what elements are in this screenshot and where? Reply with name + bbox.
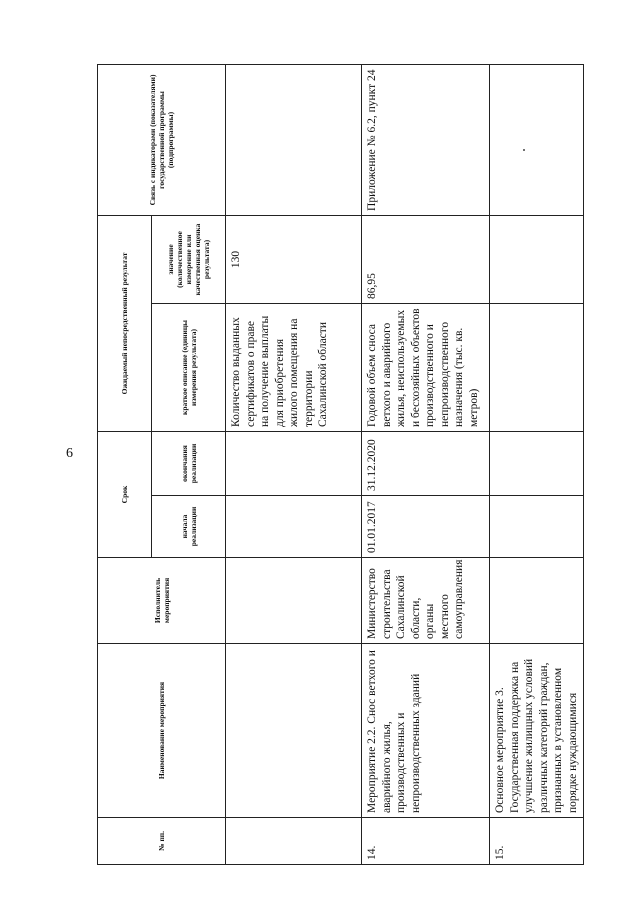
header-term-start: начала реализации: [152, 496, 226, 558]
cell-value: 130: [226, 215, 362, 303]
header-term: Срок: [98, 431, 152, 557]
header-name: Наименование мероприятия: [98, 644, 226, 818]
header-executor: Исполнитель мероприятия: [98, 558, 226, 644]
rotated-table-container: [97, 65, 579, 865]
cell-end: 31.12.2020: [362, 431, 490, 495]
cell-end: [490, 431, 584, 495]
cell-num: 14.: [362, 818, 490, 865]
table-row: [490, 64, 584, 864]
cell-value: [490, 215, 584, 303]
table-row: [226, 64, 362, 864]
table-header-row: [98, 64, 152, 864]
scan-speck: [523, 149, 525, 151]
cell-name: Основное мероприятие 3. Государственная поддержка на улучшение жилищных условий различных категорий граждан, признанных в установленном порядке нуждающимися: [490, 644, 584, 818]
cell-link: [490, 64, 584, 215]
cell-name: [226, 644, 362, 818]
cell-start: [490, 496, 584, 558]
cell-desc: [490, 303, 584, 431]
cell-num: [226, 818, 362, 865]
header-term-end: окончания реализации: [152, 431, 226, 495]
table-row: [362, 64, 490, 864]
header-expected-desc: краткое описание (единицы измерения результата): [152, 303, 226, 431]
cell-num: 15.: [490, 818, 584, 865]
cell-executor: [226, 558, 362, 644]
cell-end: [226, 431, 362, 495]
cell-start: 01.01.2017: [362, 496, 490, 558]
header-expected: Ожидаемый непосредственный результат: [98, 215, 152, 431]
cell-start: [226, 496, 362, 558]
cell-executor: Министерство строительства Сахалинской области, органы местного самоуправления: [362, 558, 490, 644]
cell-link: [226, 64, 362, 215]
header-link: Связь с индикаторами (показателями) государственной программы (подпрограммы): [98, 64, 226, 215]
header-expected-value: значение (количественное измерение или качественная оценка результата): [152, 215, 226, 303]
header-num: № пп.: [98, 818, 226, 865]
activities-table: [97, 64, 584, 865]
cell-desc: Количество выданных сертификатов о праве на получение выплаты для приобретения жилого помещения на территории Сахалинской области: [226, 303, 362, 431]
cell-value: 86,95: [362, 215, 490, 303]
page-number: 6: [66, 446, 73, 461]
cell-executor: [490, 558, 584, 644]
cell-name: Мероприятие 2.2. Снос ветхого и аварийного жилья, производственных и непроизводственных зданий: [362, 644, 490, 818]
cell-desc: Годовой объем сноса ветхого и аварийного жилья, неиспользуемых и бесхозяйных объектов производственного и непроизводственного назначения (тыс. кв. метров): [362, 303, 490, 431]
cell-link: Приложение № 6.2, пункт 24: [362, 64, 490, 215]
